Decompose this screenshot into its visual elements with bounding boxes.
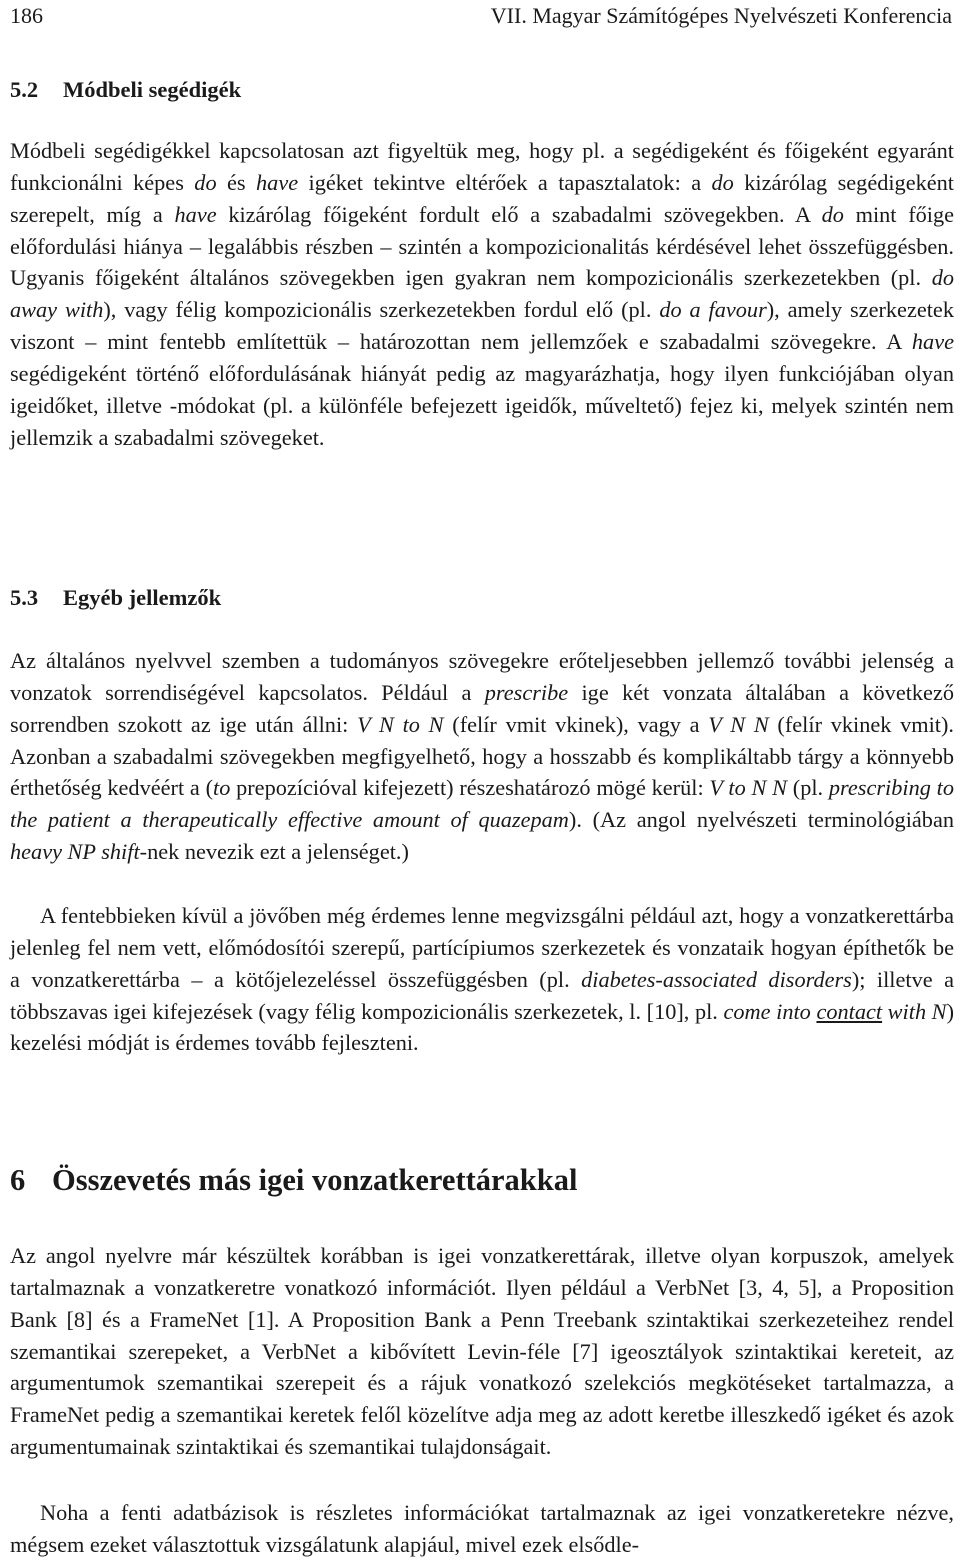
italic-term: do a favour: [659, 297, 767, 323]
italic-term: have: [256, 169, 299, 195]
section-number: 5.3: [10, 585, 39, 610]
paragraph: Az angol nyelvre már készültek korábban is igei vonzatkerettárak, illetve olyan korpuszok, amelyek tartalmaznak a vonzatkeretre vonatkozó információt. Ilyen például a VerbNet [3, 4, 5], a Proposition Bank [8] és a FrameNet [1]. A Proposition Bank a Penn Treebank szintaktikai szerkezeteihez rendel szemantikai szerepeket, a VerbNet a kibővített Levin-féle [7] igeosztályok szintaktikai kereteit, az argumentumok szemantikai szerepeit és a rájuk vonatkozó szelekciós megkötéseket tartalmazza, a FrameNet pedig a szemantikai keretek felől közelítve adja meg az adott keretbe illeszkedő igéket és azok argumentumainak szintaktikai és szemantikai tulajdonságait.: [10, 1243, 954, 1460]
section-title: Egyéb jellemzők: [63, 585, 222, 610]
italic-term: do: [711, 169, 734, 195]
underlined-term: contact: [816, 998, 883, 1024]
italic-term: prescribing to the patient a therapeutically effective amount of quazepam: [10, 775, 954, 833]
italic-term: have: [911, 329, 954, 355]
running-title: VII. Magyar Számítógépes Nyelvészeti Konferencia: [490, 3, 952, 28]
paragraph: Az általános nyelvvel szemben a tudományos szövegekre erőteljesebben jellemző további jelenség a vonzatok sorrendiségével kapcsolatos. Például a prescribe ige két vonzata általában a következő sorrendben szokott az ige után állni: V N to N (felír vmit vkinek), vagy a V N N (felír vkinek vmit). Azonban a szabadalmi szövegekben megfigyelhető, hogy a hosszabb és komplikáltabb tárgy a könnyebb érthetőség kedvéért a (to prepozícióval kifejezett) részeshatározó mögé kerül: V to N N (pl. prescribing to the patient a therapeutically effective amount of quazepam). (Az angol nyelvészeti terminológiában heavy NP shift-nek nevezik ezt a jelenséget.): [10, 648, 955, 865]
italic-term: V to N N: [709, 775, 788, 801]
italic-term: have: [174, 201, 217, 227]
paragraph: A fentebbieken kívül a jövőben még érdemes lenne megvizsgálni például azt, hogy a vonzatkerettárba jelenleg fel nem vett, előmódosítói szerepű, partícípiumos szerkezetek és vonzataik hogyan építhetők be a vonzatkerettárba – a kötőjelezeléssel összefüggésben (pl. diabetes-associated disorders); illetve a többszavas igei kifejezések (vagy félig kompozicionális szerkezetek, l. [10], pl. come into contact with N) kezelési módját is érdemes tovább fejleszteni.: [10, 903, 954, 1056]
italic-term: do away with: [10, 265, 954, 323]
italic-term: heavy NP shift: [10, 839, 140, 865]
italic-term: diabetes-associated disorders: [581, 966, 852, 992]
page-number: 186: [10, 3, 43, 28]
paragraph: Noha a fenti adatbázisok is részletes információkat tartalmaznak az igei vonzatkeretekre nézve, mégsem ezeket választottuk vizsgálatunk alapjául, mivel ezek elsődle-: [10, 1500, 954, 1557]
section-heading-5-2: [10, 77, 241, 103]
chapter-heading-6: [10, 1163, 577, 1198]
section-title: Módbeli segédigék: [63, 77, 242, 102]
italic-term: do: [194, 169, 217, 195]
italic-term: do: [821, 201, 844, 227]
section-heading-5-3: [10, 585, 221, 611]
italic-term: to: [213, 775, 231, 801]
running-header: [10, 3, 952, 35]
italic-term: come into: [723, 998, 817, 1024]
italic-term: with N: [882, 998, 947, 1024]
section-number: 5.2: [10, 77, 39, 102]
italic-term: prescribe: [484, 679, 569, 705]
italic-term: V N N: [708, 711, 769, 737]
paragraph: Módbeli segédigékkel kapcsolatosan azt figyeltük meg, hogy pl. a segédigeként és főigeként egyaránt funkcionálni képes do és have igéket tekintve eltérőek a tapasztalatok: a do kizárólag segédigeként szerepelt, míg a have kizárólag főigeként fordult elő a szabadalmi szövegekben. A do mint főige előfordulási hiánya – legalábbis részben – szintén a kompozicionalitás kérdésével lehet összefüggésben. Ugyanis főigeként általános szövegekben igen gyakran nem kompozicionális szerkezetekben (pl. do away with), vagy félig kompozicionális szerkezetekben fordul elő (pl. do a favour), amely szerkezetek viszont – mint fentebb említettük – határozottan nem jellemzőek e szabadalmi szövegekre. A have segédigeként történő előfordulásának hiányát pedig az magyarázhatja, hogy ilyen funkciójában olyan igeidőket, illetve -módokat (pl. a különféle befejezett igeidők, műveltető) fejez ki, melyek szintén nem jellemzik a szabadalmi szövegeket.: [10, 138, 955, 450]
section-number: 6: [10, 1163, 26, 1197]
italic-term: V N to N: [357, 711, 444, 737]
section-title: Összevetés más igei vonzatkerettárakkal: [52, 1163, 578, 1197]
